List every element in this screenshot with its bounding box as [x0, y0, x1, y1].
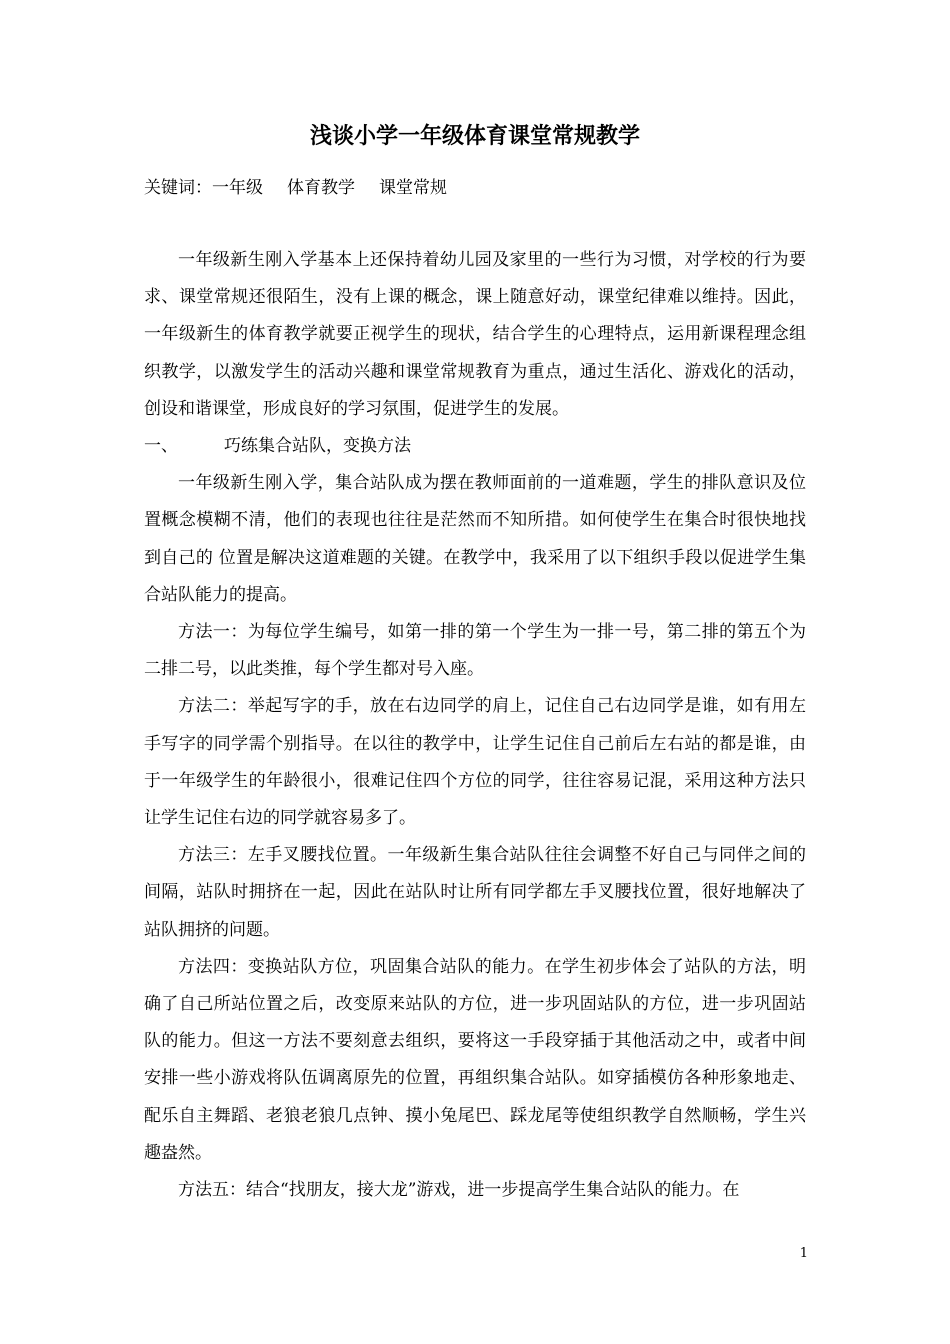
method-three-paragraph: 方法三：左手叉腰找位置。一年级新生集合站队往往会调整不好自己与同伴之间的间隔，站队时拥挤在一起，因此在站队时让所有同学都左手叉腰找位置，很好地解决了站队拥挤的问题。: [144, 845, 806, 940]
keyword-3: 课堂常规: [379, 178, 447, 198]
section-number: 一、: [144, 436, 178, 457]
keyword-2: 体育教学: [287, 178, 355, 198]
document-body: [144, 242, 806, 1209]
section-paragraph: 一年级新生刚入学，集合站队成为摆在教师面前的一道难题，学生的排队意识及位置概念模糊不清，他们的表现也往往是茫然而不知所措。如何使学生在集合时很快地找到自己的 位置是解决这道难题的关键。在教学中，我采用了以下组织手段以促进学生集合站队能力的提高。: [144, 473, 806, 605]
method-five-paragraph: 方法五：结合“找朋友，接大龙”游戏，进一步提高学生集合站队的能力。在: [178, 1180, 740, 1201]
method-four-paragraph: 方法四：变换站队方位，巩固集合站队的能力。在学生初步体会了站队的方法，明确了自己所站位置之后，改变原来站队的方位，进一步巩固站队的方位，进一步巩固站队的能力。但这一方法不要刻意去组织，要将这一手段穿插于其他活动之中，或者中间安排一些小游戏将队伍调离原先的位置，再组织集合站队。如穿插模仿各种形象地走、配乐自主舞蹈、老狼老狼几点钟、摸小兔尾巴、踩龙尾等使组织教学自然顺畅，学生兴趣盎然。: [144, 956, 806, 1163]
keywords-line: [144, 174, 447, 202]
section-heading-text: 巧练集合站队，变换方法: [224, 436, 411, 457]
method-one-paragraph: 方法一：为每位学生编号，如第一排的第一个学生为一排一号，第二排的第五个为二排二号，以此类推，每个学生都对号入座。: [144, 622, 806, 680]
keyword-1: 一年级: [212, 178, 263, 198]
document-title: 浅谈小学一年级体育课堂常规教学: [309, 124, 640, 149]
section-heading: [144, 428, 806, 465]
intro-paragraph: 一年级新生刚入学基本上还保持着幼儿园及家里的一些行为习惯，对学校的行为要求、课堂常规还很陌生，没有上课的概念，课上随意好动，课堂纪律难以维持。因此，一年级新生的体育教学就要正视学生的现状，结合学生的心理特点，运用新课程理念组织教学，以激发学生的活动兴趣和课堂常规教育为重点，通过生活化、游戏化的活动，创设和谐课堂，形成良好的学习氛围，促进学生的发展。: [144, 250, 806, 419]
page-number: 1: [799, 1246, 808, 1261]
keywords-label: 关键词：: [144, 178, 212, 198]
method-two-paragraph: 方法二：举起写字的手，放在右边同学的肩上，记住自己右边同学是谁，如有用左手写字的同学需个别指导。在以往的教学中，让学生记住自己前后左右站的都是谁，由于一年级学生的年龄很小，很难记住四个方位的同学，往往容易记混，采用这种方法只让学生记住右边的同学就容易多了。: [144, 696, 806, 829]
